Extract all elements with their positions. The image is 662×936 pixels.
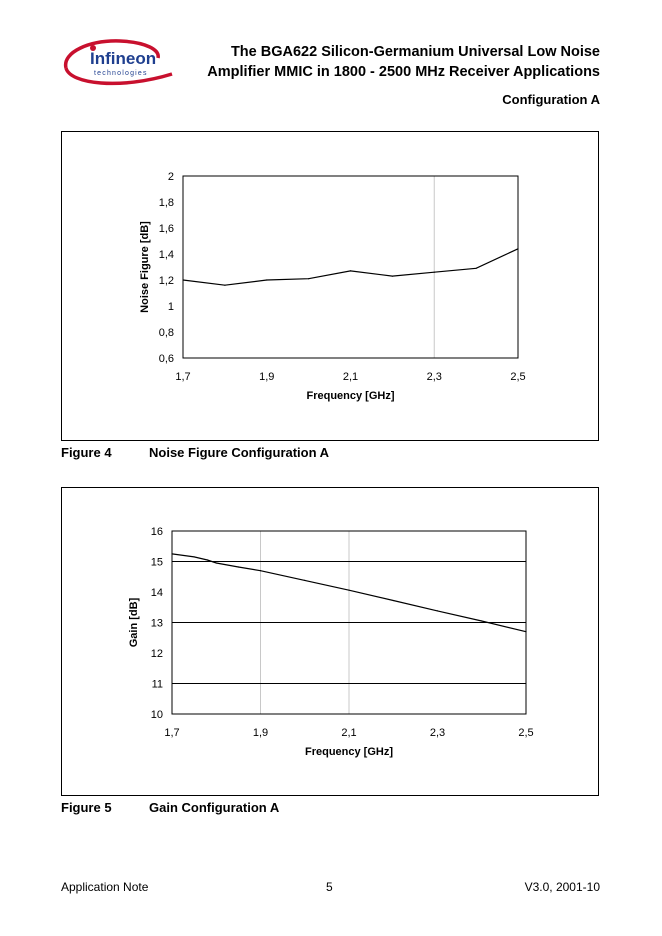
- data-point: [194, 556, 195, 557]
- y-tick-label: 1: [167, 301, 174, 313]
- data-point: [238, 566, 239, 567]
- data-point: [525, 631, 526, 632]
- y-tick-label: 13: [150, 617, 163, 630]
- data-point: [304, 580, 305, 581]
- y-tick-label: 0,8: [158, 327, 174, 339]
- data-series-line: [183, 249, 518, 285]
- x-tick-label: 1,9: [259, 371, 275, 383]
- x-tick-label: 2,3: [429, 727, 446, 739]
- noise-figure-chart: [62, 132, 600, 442]
- y-tick-label: 16: [150, 526, 163, 538]
- x-axis-label: Frequency [GHz]: [304, 746, 394, 758]
- data-point: [481, 620, 482, 621]
- section-heading: Configuration A: [502, 92, 600, 107]
- figure-4-number: Figure 4: [61, 445, 112, 460]
- logo-text: Infineon: [90, 49, 157, 68]
- footer-document-type: Application Note: [61, 880, 149, 894]
- y-tick-label: 1,6: [158, 223, 174, 235]
- x-axis-label: Frequency [GHz]: [306, 390, 395, 402]
- footer-version-date: V3.0, 2001-10: [524, 880, 600, 894]
- data-point: [216, 562, 217, 563]
- data-point: [393, 600, 394, 601]
- infineon-logo: [60, 38, 184, 90]
- x-tick-label: 2,1: [341, 727, 357, 739]
- data-point: [348, 590, 349, 591]
- data-point: [392, 276, 393, 277]
- data-point: [437, 610, 438, 611]
- document-title-line-2: Amplifier MMIC in 1800 - 2500 MHz Receiver Applications: [207, 64, 600, 80]
- x-tick-label: 2,5: [518, 727, 534, 739]
- data-point: [517, 248, 518, 249]
- figure-5-number: Figure 5: [61, 800, 112, 815]
- y-tick-label: 1,4: [158, 249, 174, 261]
- x-tick-label: 2,5: [510, 371, 526, 383]
- figure-5-caption: Gain Configuration A: [149, 800, 280, 815]
- data-point: [434, 272, 435, 273]
- document-title-line-1: The BGA622 Silicon-Germanium Universal Low Noise: [230, 44, 600, 60]
- data-point: [207, 559, 208, 560]
- data-point: [476, 268, 477, 269]
- y-tick-label: 1,2: [158, 275, 174, 287]
- logo-subtext: technologies: [94, 70, 148, 77]
- y-axis-label: Gain [dB]: [128, 597, 140, 648]
- data-point: [171, 553, 172, 554]
- x-tick-label: 2,1: [342, 371, 359, 383]
- x-tick-label: 2,3: [426, 371, 442, 383]
- x-tick-label: 1,7: [175, 371, 191, 383]
- data-point: [182, 279, 183, 280]
- y-tick-label: 12: [150, 648, 163, 660]
- x-tick-label: 1,7: [164, 727, 180, 739]
- y-tick-label: 0,6: [158, 353, 174, 365]
- gain-chart-frame: [61, 487, 599, 796]
- noise-figure-chart-frame: [61, 131, 599, 441]
- data-point: [260, 570, 261, 571]
- y-tick-label: 11: [151, 678, 163, 691]
- data-point: [350, 270, 351, 271]
- y-tick-label: 2: [167, 171, 174, 183]
- x-tick-label: 1,9: [252, 727, 269, 739]
- y-axis-label: Noise Figure [dB]: [139, 221, 151, 313]
- y-tick-label: 14: [150, 587, 163, 599]
- data-point: [224, 285, 225, 286]
- data-point: [266, 279, 267, 280]
- y-tick-label: 10: [150, 709, 163, 721]
- y-tick-label: 15: [150, 556, 163, 569]
- figure-4-caption: Noise Figure Configuration A: [149, 445, 330, 460]
- y-tick-label: 1,8: [158, 197, 174, 209]
- plot-area: [183, 176, 518, 358]
- footer-page-number: 5: [326, 880, 333, 894]
- gain-chart: [62, 488, 600, 797]
- data-point: [308, 278, 309, 279]
